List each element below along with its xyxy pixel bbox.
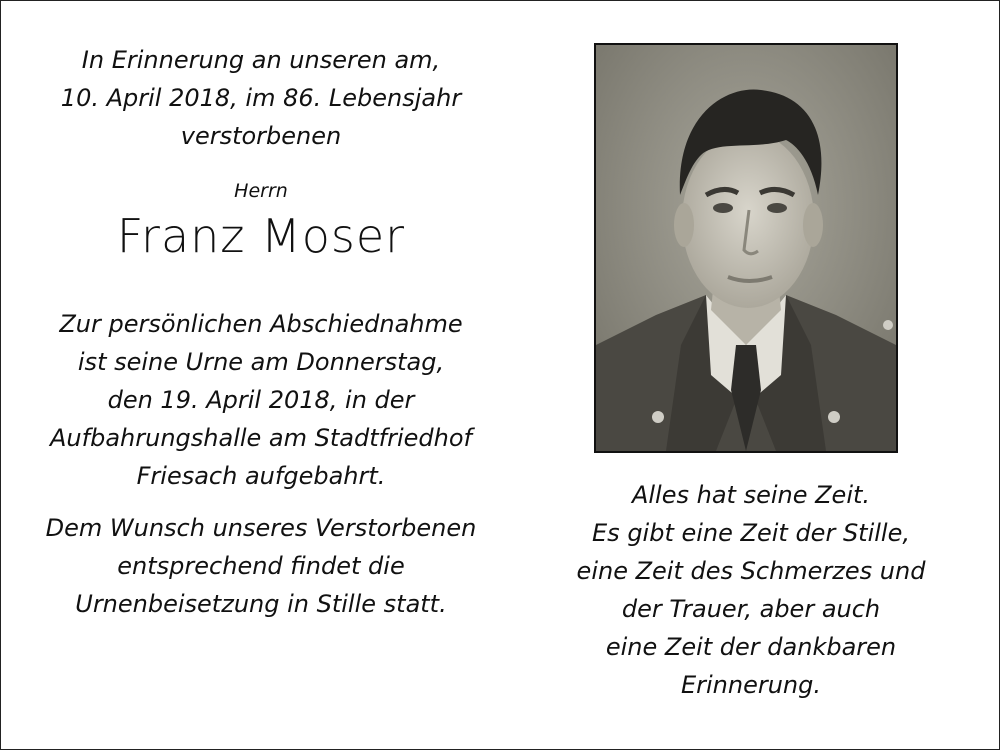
quote-line: Erinnerung. — [680, 671, 822, 699]
farewell-text — [21, 305, 501, 495]
quote-line: der Trauer, aber auch — [621, 595, 881, 623]
deceased-name: Franz Moser — [116, 209, 406, 263]
intro-line: 10. April 2018, im 86. Lebensjahr — [60, 84, 462, 112]
left-column — [21, 41, 501, 623]
farewell-line: Aufbahrungshalle am Stadtfriedhof — [50, 424, 472, 452]
quote-line: Es gibt eine Zeit der Stille, — [592, 519, 910, 547]
farewell-line: Zur persönlichen Abschiednahme — [59, 310, 463, 338]
quote-line: eine Zeit des Schmerzes und — [576, 557, 926, 585]
wish-text — [21, 509, 501, 623]
quote-line: Alles hat seine Zeit. — [631, 481, 871, 509]
intro-text — [21, 41, 501, 155]
wish-line: entsprechend findet die — [117, 552, 405, 580]
intro-line: verstorbenen — [180, 122, 342, 150]
wish-line: Urnenbeisetzung in Stille statt. — [75, 590, 447, 618]
intro-line: In Erinnerung an unseren am, — [81, 46, 441, 74]
farewell-line: Friesach aufgebahrt. — [136, 462, 386, 490]
portrait-photo — [594, 43, 898, 453]
portrait-illustration — [596, 45, 896, 451]
farewell-line: den 19. April 2018, in der — [107, 386, 415, 414]
salutation: Herrn — [234, 180, 288, 202]
farewell-line: ist seine Urne am Donnerstag, — [77, 348, 445, 376]
quote-line: eine Zeit der dankbaren — [605, 633, 897, 661]
quote-text — [551, 476, 951, 704]
wish-line: Dem Wunsch unseres Verstorbenen — [45, 514, 477, 542]
